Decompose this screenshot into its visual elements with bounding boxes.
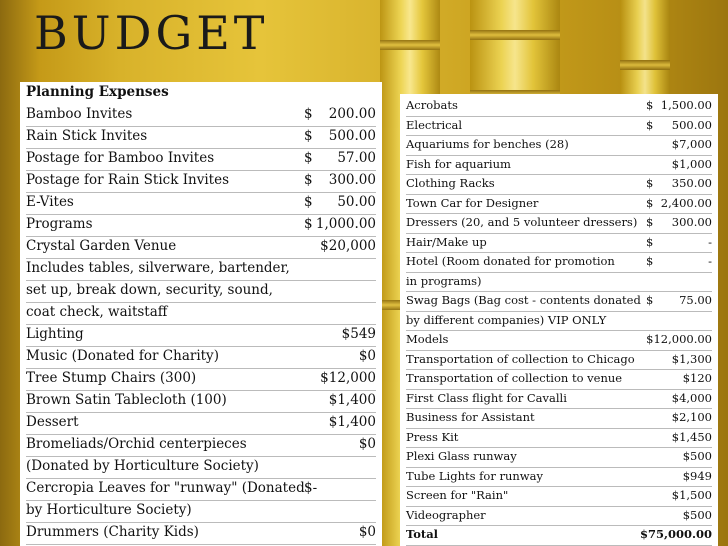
item-label: by Horticulture Society) xyxy=(26,502,192,518)
row-divider xyxy=(406,506,712,507)
item-amount: 1,500.00 xyxy=(660,98,712,112)
row-divider xyxy=(26,214,376,215)
row-divider xyxy=(406,291,712,292)
row-divider xyxy=(26,522,376,523)
item-label: Electrical xyxy=(406,117,463,132)
item-amount: $7,000 xyxy=(671,137,712,151)
currency-symbol: $ xyxy=(646,98,654,112)
budget-row xyxy=(26,458,376,480)
row-divider xyxy=(406,233,712,234)
currency-symbol: $ xyxy=(304,216,313,232)
currency-symbol: $ xyxy=(646,293,654,307)
item-label: Brown Satin Tablecloth (100) xyxy=(26,392,227,408)
item-label: Swag Bags (Bag cost - contents donated xyxy=(406,293,641,307)
budget-row xyxy=(406,176,712,195)
item-label: E-Vites xyxy=(26,194,74,210)
item-amount: 2,400.00 xyxy=(660,195,712,210)
item-label: Music (Donated for Charity) xyxy=(26,348,219,364)
row-divider xyxy=(26,368,376,369)
currency-symbol: $ xyxy=(646,195,654,210)
budget-row xyxy=(406,352,712,371)
item-amount: 200.00 xyxy=(328,106,376,122)
item-label: Bromeliads/Orchid centerpieces xyxy=(26,436,247,452)
production-expenses-panel xyxy=(400,94,718,546)
budget-row xyxy=(406,430,712,449)
budget-row xyxy=(26,106,376,128)
item-label: First Class flight for Cavalli xyxy=(406,390,567,405)
row-divider xyxy=(406,408,712,409)
row-divider xyxy=(406,116,712,117)
row-divider xyxy=(26,478,376,479)
budget-row xyxy=(26,502,376,524)
budget-row xyxy=(26,172,376,194)
budget-row xyxy=(26,392,376,414)
row-divider xyxy=(26,192,376,193)
budget-row xyxy=(406,508,712,527)
item-amount: $4,000 xyxy=(671,390,712,405)
currency-symbol: $ xyxy=(304,194,313,210)
item-amount: $1,400 xyxy=(328,392,376,408)
row-divider xyxy=(406,330,712,331)
item-amount: 1,000.00 xyxy=(315,216,376,232)
budget-row xyxy=(26,128,376,150)
currency-symbol: $ xyxy=(304,106,313,122)
item-label: Drummers (Charity Kids) xyxy=(26,524,199,540)
item-amount: - xyxy=(708,234,712,249)
item-amount: $949 xyxy=(682,468,712,483)
item-label: Videographer xyxy=(406,507,486,522)
item-label: Clothing Racks xyxy=(406,176,495,190)
row-divider xyxy=(406,369,712,370)
item-amount: $0 xyxy=(358,436,376,452)
item-amount: 500.00 xyxy=(671,117,712,132)
item-amount: $549 xyxy=(341,326,376,342)
row-divider xyxy=(406,252,712,253)
row-divider xyxy=(406,311,712,312)
row-divider xyxy=(26,500,376,501)
item-amount: 350.00 xyxy=(671,176,712,190)
currency-symbol: $- xyxy=(304,480,318,496)
item-label: Postage for Rain Stick Invites xyxy=(26,172,230,188)
item-label: Business for Assistant xyxy=(406,410,535,424)
row-divider xyxy=(406,155,712,156)
row-divider xyxy=(26,258,376,259)
currency-symbol: $ xyxy=(646,176,654,190)
row-divider xyxy=(26,170,376,171)
row-divider xyxy=(26,324,376,325)
row-divider xyxy=(26,390,376,391)
row-divider xyxy=(26,544,376,545)
currency-symbol: $ xyxy=(646,117,654,132)
budget-row xyxy=(26,150,376,172)
budget-row xyxy=(406,469,712,488)
row-divider xyxy=(406,194,712,195)
row-divider xyxy=(26,148,376,149)
row-divider xyxy=(406,525,712,526)
row-divider xyxy=(406,135,712,136)
item-amount: 300.00 xyxy=(328,172,376,188)
item-label: Total xyxy=(406,527,439,541)
item-amount: $500 xyxy=(682,449,712,463)
currency-symbol: $ xyxy=(646,234,654,249)
row-divider xyxy=(406,545,712,546)
budget-row xyxy=(406,371,712,390)
currency-symbol: $ xyxy=(304,128,313,144)
item-label: Includes tables, silverware, bartender, xyxy=(26,260,290,276)
budget-row xyxy=(26,282,376,304)
budget-row xyxy=(26,370,376,392)
item-amount: $1,000 xyxy=(671,156,712,171)
row-divider xyxy=(26,236,376,237)
item-label: set up, break down, security, sound, xyxy=(26,282,273,298)
item-amount: $1,300 xyxy=(671,351,712,366)
row-divider xyxy=(406,350,712,351)
budget-row xyxy=(406,137,712,156)
row-divider xyxy=(26,434,376,435)
row-divider xyxy=(406,272,712,273)
budget-row xyxy=(26,238,376,260)
item-label: by different companies) VIP ONLY xyxy=(406,312,607,327)
item-amount: $0 xyxy=(358,524,376,540)
item-amount: 57.00 xyxy=(337,150,376,166)
budget-row xyxy=(26,194,376,216)
row-divider xyxy=(26,412,376,413)
budget-row xyxy=(406,313,712,332)
item-label: Town Car for Designer xyxy=(406,195,539,210)
row-divider xyxy=(26,346,376,347)
item-label: in programs) xyxy=(406,273,482,288)
item-amount: $120 xyxy=(682,371,712,385)
row-divider xyxy=(26,302,376,303)
item-label: Hair/Make up xyxy=(406,234,487,249)
item-label: Programs xyxy=(26,216,93,232)
item-amount: $2,100 xyxy=(671,410,712,424)
currency-symbol: $ xyxy=(304,172,313,188)
row-divider xyxy=(26,280,376,281)
item-amount: $1,500 xyxy=(671,488,712,502)
item-label: Fish for aquarium xyxy=(406,156,511,171)
row-divider xyxy=(406,174,712,175)
item-amount: $1,450 xyxy=(671,429,712,444)
section-heading: Planning Expenses xyxy=(26,84,169,100)
budget-row xyxy=(26,524,376,546)
page-title: BUDGET xyxy=(34,6,269,60)
budget-row xyxy=(406,391,712,410)
budget-row xyxy=(406,410,712,429)
row-divider xyxy=(406,428,712,429)
item-label: Bamboo Invites xyxy=(26,106,133,122)
budget-row xyxy=(26,260,376,282)
budget-row xyxy=(406,98,712,117)
item-label: Aquariums for benches (28) xyxy=(406,137,569,151)
budget-row xyxy=(406,157,712,176)
item-amount: 50.00 xyxy=(337,194,376,210)
budget-row xyxy=(26,436,376,458)
item-amount: $20,000 xyxy=(320,238,376,254)
item-label: Hotel (Room donated for promotion xyxy=(406,254,615,268)
budget-row xyxy=(26,348,376,370)
item-label: Postage for Bamboo Invites xyxy=(26,150,215,166)
item-label: Press Kit xyxy=(406,429,459,444)
budget-row xyxy=(406,254,712,273)
item-label: Tree Stump Chairs (300) xyxy=(26,370,197,386)
currency-symbol: $ xyxy=(304,150,313,166)
item-amount: 75.00 xyxy=(679,293,712,307)
item-label: Rain Stick Invites xyxy=(26,128,148,144)
currency-symbol: $ xyxy=(646,254,654,268)
item-label: Cercropia Leaves for "runway" (Donated xyxy=(26,480,305,496)
row-divider xyxy=(406,213,712,214)
budget-row xyxy=(406,215,712,234)
budget-row xyxy=(406,118,712,137)
budget-row xyxy=(406,274,712,293)
item-label: Acrobats xyxy=(406,98,458,112)
item-label: Transportation of collection to venue xyxy=(406,371,623,385)
budget-row xyxy=(406,196,712,215)
row-divider xyxy=(26,456,376,457)
item-label: Crystal Garden Venue xyxy=(26,238,177,254)
item-label: Tube Lights for runway xyxy=(406,468,544,483)
item-label: Dessert xyxy=(26,414,79,430)
budget-row xyxy=(406,293,712,312)
item-label: coat check, waitstaff xyxy=(26,304,168,320)
budget-row xyxy=(406,488,712,507)
item-label: (Donated by Horticulture Society) xyxy=(26,458,259,474)
row-divider xyxy=(26,126,376,127)
item-label: Screen for "Rain" xyxy=(406,488,509,502)
item-amount: - xyxy=(708,254,712,268)
item-amount: $75,000.00 xyxy=(639,527,712,541)
budget-row xyxy=(26,326,376,348)
row-divider xyxy=(406,467,712,468)
item-amount: 500.00 xyxy=(328,128,376,144)
item-label: Lighting xyxy=(26,326,84,342)
budget-row xyxy=(406,449,712,468)
budget-row xyxy=(406,235,712,254)
item-label: Plexi Glass runway xyxy=(406,449,517,463)
budget-row xyxy=(406,332,712,351)
item-amount: 300.00 xyxy=(671,215,712,229)
item-amount: $12,000 xyxy=(320,370,376,386)
row-divider xyxy=(406,486,712,487)
budget-row xyxy=(26,216,376,238)
budget-row xyxy=(26,304,376,326)
budget-row xyxy=(26,414,376,436)
row-divider xyxy=(406,389,712,390)
planning-expenses-panel xyxy=(20,82,382,546)
item-amount: $0 xyxy=(358,348,376,364)
item-amount: $500 xyxy=(682,507,712,522)
item-label: Models xyxy=(406,332,449,346)
item-amount: $1,400 xyxy=(328,414,376,430)
item-amount: $12,000.00 xyxy=(646,332,712,346)
currency-symbol: $ xyxy=(646,215,654,229)
item-label: Dressers (20, and 5 volunteer dressers) xyxy=(406,215,638,229)
budget-row xyxy=(26,480,376,502)
item-label: Transportation of collection to Chicago xyxy=(406,351,635,366)
budget-row xyxy=(406,527,712,546)
row-divider xyxy=(406,447,712,448)
